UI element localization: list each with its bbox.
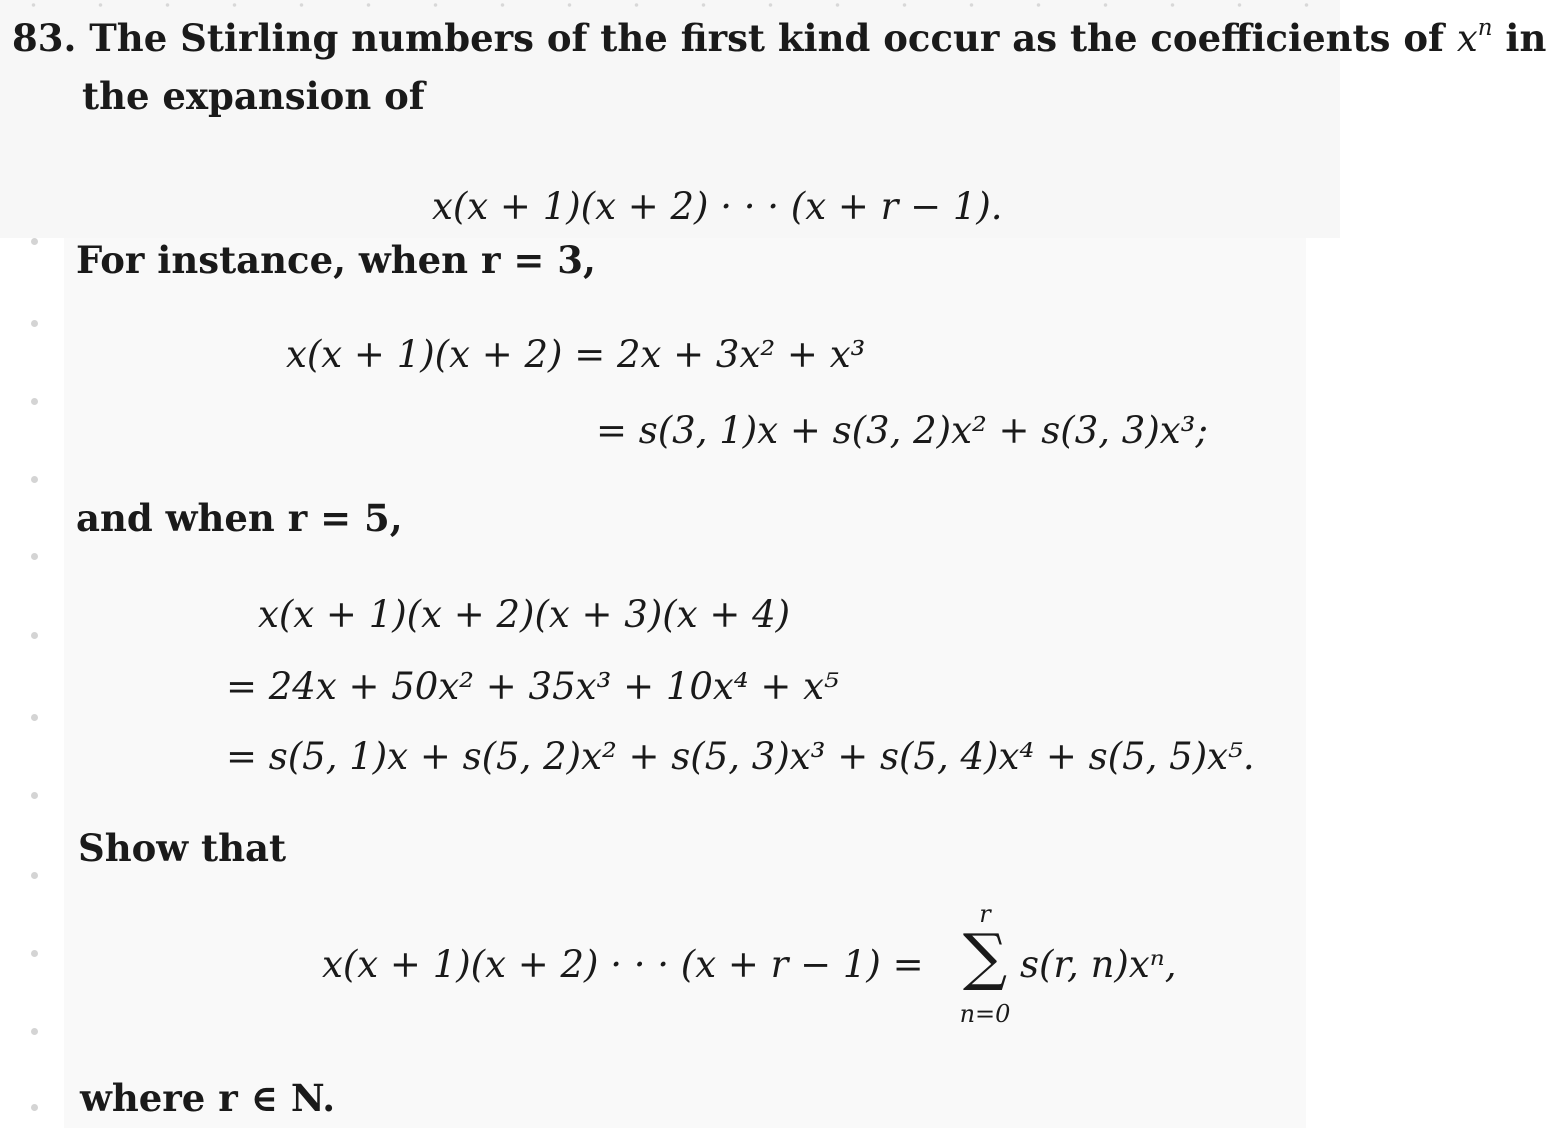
sigma-symbol: ∑ xyxy=(962,920,1008,993)
case5-equation-line2: = 24x + 50x² + 35x³ + 10x⁴ + x⁵ xyxy=(226,665,839,708)
case5-equation-line3: = s(5, 1)x + s(5, 2)x² + s(5, 3)x³ + s(5, 4)x⁴ + s(5, 5)x⁵. xyxy=(226,735,1255,778)
sum-lower-limit: n=0 xyxy=(959,1000,1011,1028)
case3-equation-line1: x(x + 1)(x + 2) = 2x + 3x² + x³ xyxy=(286,333,866,376)
margin-dot xyxy=(31,632,38,639)
intro-exponent: n xyxy=(1477,14,1493,41)
margin-dot xyxy=(31,950,38,957)
problem-intro-line2: the expansion of xyxy=(82,74,425,118)
product-equation: x(x + 1)(x + 2) · · · (x + r − 1). xyxy=(432,185,1003,228)
problem-intro-line1 xyxy=(12,14,1546,60)
margin-dot xyxy=(31,553,38,560)
margin-dot xyxy=(31,320,38,327)
margin-dot xyxy=(31,714,38,721)
margin-dot xyxy=(31,398,38,405)
case3-text: For instance, when r = 3, xyxy=(76,238,596,282)
where-text: where r ∈ N. xyxy=(80,1076,336,1120)
intro-tail: in xyxy=(1505,16,1546,60)
problem-number: 83. xyxy=(12,16,77,60)
margin-dot xyxy=(31,1104,38,1111)
intro-variable: x xyxy=(1456,17,1478,60)
margin-dot xyxy=(31,1028,38,1035)
general-lhs: x(x + 1)(x + 2) · · · (x + r − 1) = xyxy=(322,943,924,986)
sum-upper-limit: r xyxy=(979,900,991,928)
margin-dot xyxy=(31,872,38,879)
intro-text: The Stirling numbers of the first kind occur as the coefficients of xyxy=(89,16,1444,60)
case5-text: and when r = 5, xyxy=(76,496,403,540)
margin-dot xyxy=(31,238,38,245)
case5-equation-line1: x(x + 1)(x + 2)(x + 3)(x + 4) xyxy=(258,593,791,636)
margin-dot xyxy=(31,476,38,483)
margin-dot xyxy=(31,792,38,799)
show-that-text: Show that xyxy=(78,826,287,870)
case3-equation-line2: = s(3, 1)x + s(3, 2)x² + s(3, 3)x³; xyxy=(596,409,1208,452)
summation xyxy=(950,900,1010,1040)
general-rhs: s(r, n)xⁿ, xyxy=(1020,943,1177,986)
top-dot-border xyxy=(0,0,1340,10)
